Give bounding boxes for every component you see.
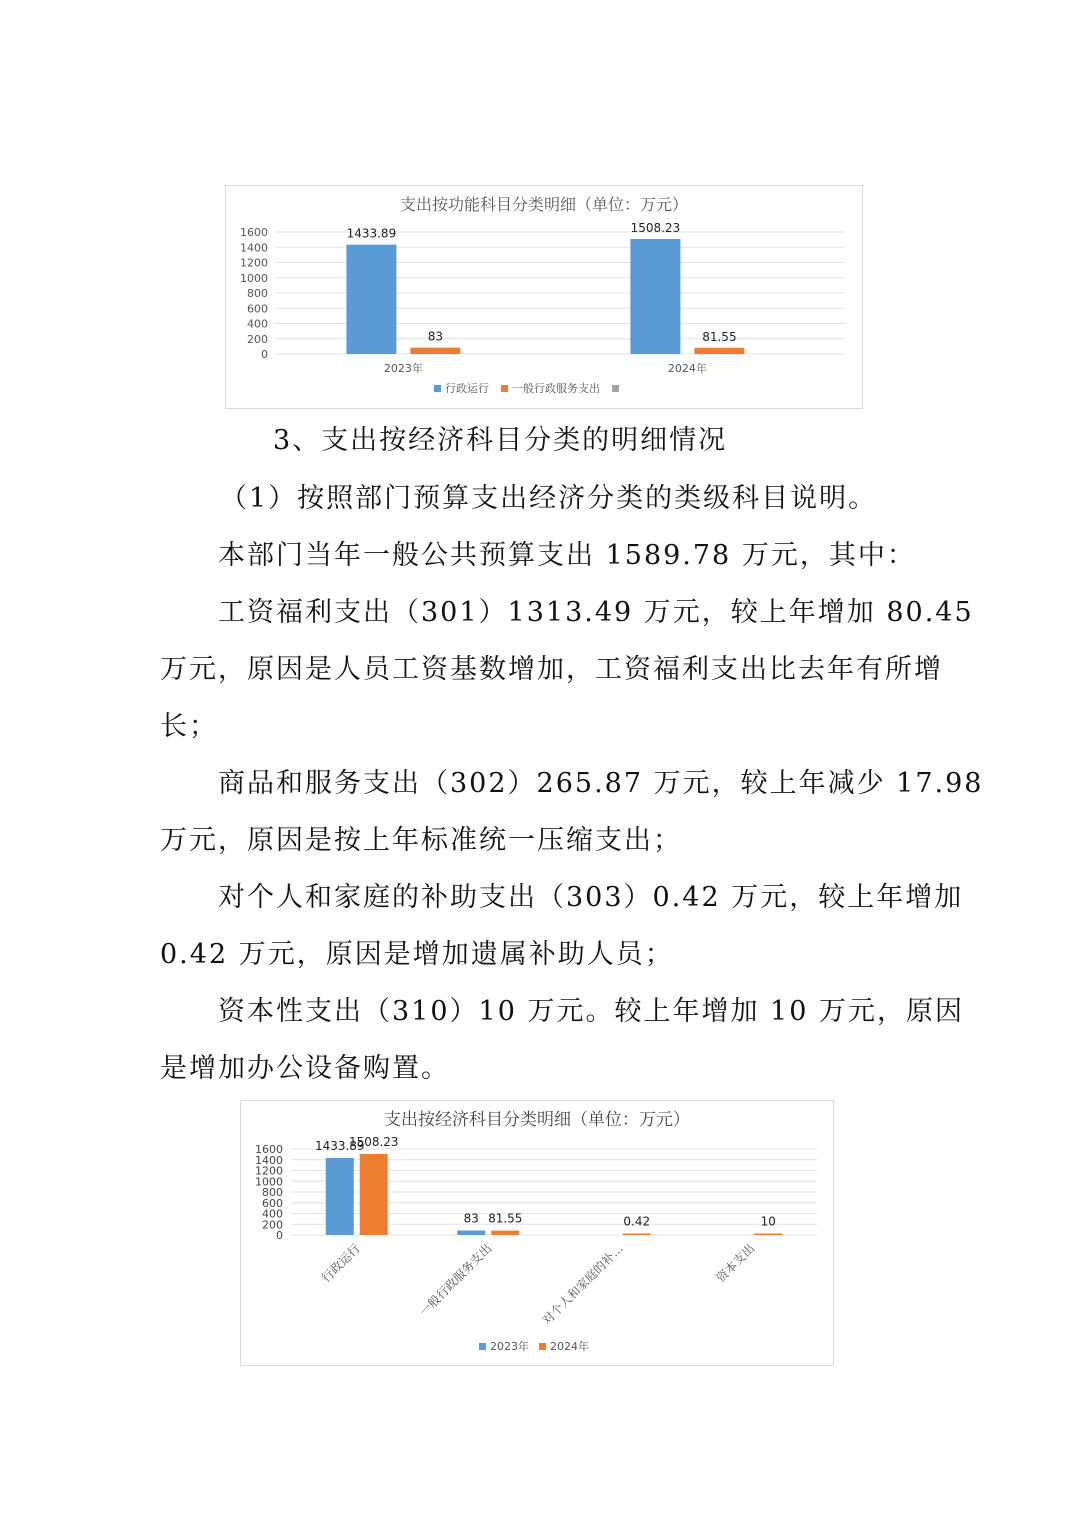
bar [623,1234,651,1236]
subheading-text: （1）按照部门预算支出经济分类的类级科目说明。 [220,483,878,514]
y-tick-label: 1200 [240,256,268,270]
data-label: 0.42 [623,1214,651,1229]
chart-title: 支出按经济科目分类明细（单位：万元） [384,1110,690,1130]
total-expense-text: 本部门当年一般公共预算支出 1589.78 万元，其中： [218,540,916,571]
data-label: 1433.89 [346,226,397,241]
chart-title: 支出按功能科目分类明细（单位：万元） [399,195,689,214]
y-tick-label: 1400 [240,241,268,255]
economic-expense-chart [240,1100,834,1366]
legend-label: 行政运行 [445,382,489,395]
legend-label: 2023年 [490,1340,529,1353]
x-category-label: 一般行政服务支出 [416,1241,495,1320]
data-label: 81.55 [702,329,737,344]
y-tick-label: 200 [262,1218,283,1232]
legend-swatch [612,385,619,392]
x-category-label: 行政运行 [319,1241,363,1286]
x-category-label: 对个人和家庭的补… [539,1241,626,1328]
bar [630,239,680,354]
y-tick-label: 600 [262,1196,283,1210]
y-tick-label: 800 [247,287,268,300]
legend-swatch [434,385,441,392]
household-subsidy-line-2: 0.42 万元，原因是增加遗属补助人员； [160,939,674,970]
bar [410,348,460,354]
y-tick-label: 400 [262,1207,283,1221]
y-tick-label: 1600 [240,226,268,239]
data-label: 1508.23 [630,220,681,235]
data-label: 1508.23 [348,1134,399,1149]
y-tick-label: 1000 [240,271,268,285]
legend-swatch [501,385,508,392]
heading-economic-classification [273,412,973,469]
economic-expense-chart-svg [241,1101,833,1365]
legend-swatch [479,1343,486,1350]
capital-expense-line-1: 资本性支出（310）10 万元。较上年增加 10 万元，原因 [218,996,964,1027]
bar [694,348,744,354]
x-category-label: 2023年 [383,362,423,375]
salary-expense-line-3: 长； [160,711,218,742]
household-subsidy-line-1: 对个人和家庭的补助支出（303）0.42 万元，较上年增加 [218,882,964,913]
x-category-label: 2024年 [667,362,707,375]
legend-label: 2024年 [550,1340,589,1353]
bar [754,1234,782,1236]
data-label: 83 [427,329,444,344]
bar [457,1231,485,1235]
y-tick-label: 400 [247,317,268,331]
capital-expense-line-2: 是增加办公设备购置。 [160,1053,450,1084]
bar [491,1231,519,1235]
data-label: 83 [463,1211,479,1226]
legend-swatch [539,1343,546,1350]
data-label: 10 [760,1214,776,1229]
goods-services-line-1: 商品和服务支出（302）265.87 万元，较上年减少 17.98 [218,768,984,799]
heading-text: 3、支出按经济科目分类的明细情况 [273,425,728,456]
y-tick-label: 0 [261,348,268,361]
data-label: 81.55 [488,1211,523,1226]
y-tick-label: 1400 [255,1153,283,1167]
bar [326,1158,354,1235]
functional-expense-chart-svg [226,186,862,408]
y-tick-label: 1000 [255,1175,283,1189]
y-tick-label: 0 [276,1229,283,1242]
body-text [160,470,984,1097]
y-tick-label: 1600 [255,1143,283,1156]
legend-label: 一般行政服务支出 [512,382,600,395]
x-category-label: 资本支出 [713,1241,758,1286]
salary-expense-line-2: 万元，原因是人员工资基数增加，工资福利支出比去年有所增 [160,654,943,685]
bar [360,1154,388,1235]
bar [346,245,396,354]
y-tick-label: 1200 [255,1164,283,1178]
goods-services-line-2: 万元，原因是按上年标准统一压缩支出； [160,825,682,856]
y-tick-label: 200 [247,332,268,346]
y-tick-label: 800 [262,1186,283,1199]
y-tick-label: 600 [247,302,268,316]
salary-expense-line-1: 工资福利支出（301）1313.49 万元，较上年增加 80.45 [218,597,974,628]
data-label: 1433.89 [314,1138,365,1153]
functional-expense-chart [225,185,863,409]
